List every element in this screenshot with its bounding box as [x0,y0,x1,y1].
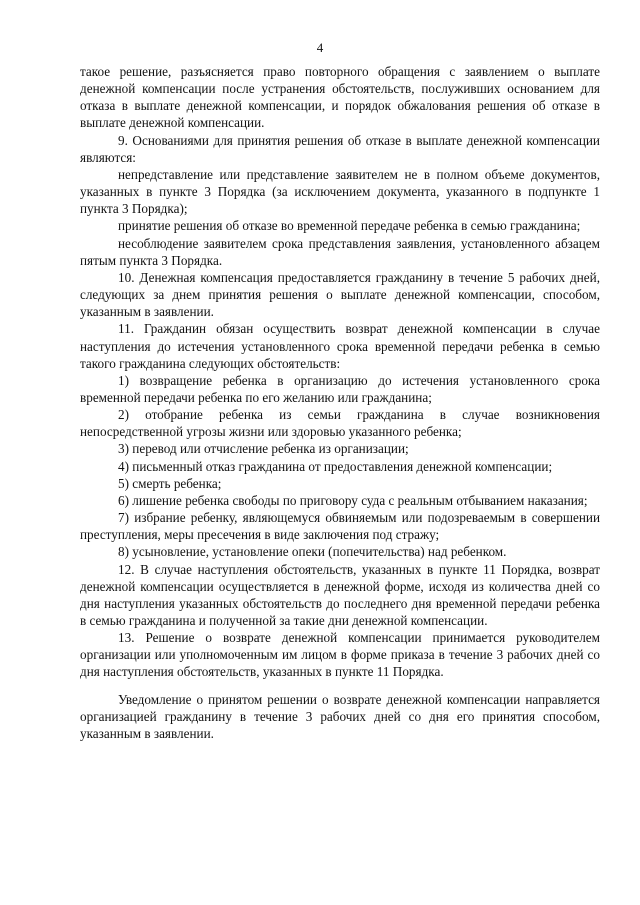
paragraph-ground-3: несоблюдение заявителем срока представления заявления, установленного абзацем пятым пункта 3 Порядка. [80,235,600,268]
paragraph-subitem-3: 3) перевод или отчисление ребенка из организации; [118,441,409,457]
paragraph-ground-1: непредставление или представление заявителем не в полном объеме документов, указанных в пункте 3 Порядка (за исключением документа, указанного в подпункте 1 пункта 3 Порядка); [80,166,600,217]
paragraph-subitem-4: 4) письменный отказ гражданина от предоставления денежной компенсации; [118,458,553,474]
paragraph-subitem-8: 8) усыновление, установление опеки (попечительства) над ребенком. [118,544,507,560]
paragraph-item-10: 10. Денежная компенсация предоставляется гражданину в течение 5 рабочих дней, следующих за днем принятия решения о выплате денежной компенсации, способом, указанным в заявлении. [80,269,600,320]
paragraph-notification: Уведомление о принятом решении о возврате денежной компенсации направляется организацией гражданину в течение 3 рабочих дней со дня его принятия способом, указанным в заявлении. [80,691,600,741]
paragraph-subitem-1: 1) возвращение ребенка в организацию до истечения установленного срока временной передачи ребенка по его желанию или гражданина; [80,372,600,405]
paragraph-subitem-7: 7) избрание ребенку, являющемуся обвиняемым или подозреваемым в совершении преступления, меры пресечения в виде заключения под стражу; [80,510,600,543]
paragraph-continuation: такое решение, разъясняется право повторного обращения с заявлением о выплате денежной компенсации после устранения обстоятельств, послуживших основанием для отказа в выплате денежной компенсации, и порядок обжалования решения об отказе в выплате денежной компенсации. [80,64,600,131]
paragraph-subitem-2: 2) отобрание ребенка из семьи гражданина в случае возникновения непосредственной угрозы жизни или здоровью указанного ребенка; [80,407,600,440]
paragraph-subitem-6: 6) лишение ребенка свободы по приговору суда с реальным отбыванием наказания; [118,492,588,508]
document-body [80,63,600,742]
paragraph-subitem-5: 5) смерть ребенка; [118,475,222,491]
paragraph-ground-2: принятие решения об отказе во временной передаче ребенка в семью гражданина; [118,218,581,234]
page-number: 4 [316,40,324,55]
paragraph-item-11: 11. Гражданин обязан осуществить возврат денежной компенсации в случае наступления до истечения установленного срока временной передачи ребенка в семью такого гражданина следующих обстоятельств: [80,321,600,371]
paragraph-item-12: 12. В случае наступления обстоятельств, указанных в пункте 11 Порядка, возврат денежной компенсации осуществляется в денежной форме, исходя из количества дней со дня наступления указанных обстоятельств до последнего дня временной передачи ребенка в семью гражданина и полученной за такие дни денежной компенсации. [80,561,600,628]
paragraph-item-13: 13. Решение о возврате денежной компенсации принимается руководителем организации или уполномоченным им лицом в форме приказа в течение 3 рабочих дней со дня наступления обстоятельств, указанных в пункте 11 Порядка. [80,630,600,680]
paragraph-item-9: 9. Основаниями для принятия решения об отказе в выплате денежной компенсации являются: [80,132,600,165]
